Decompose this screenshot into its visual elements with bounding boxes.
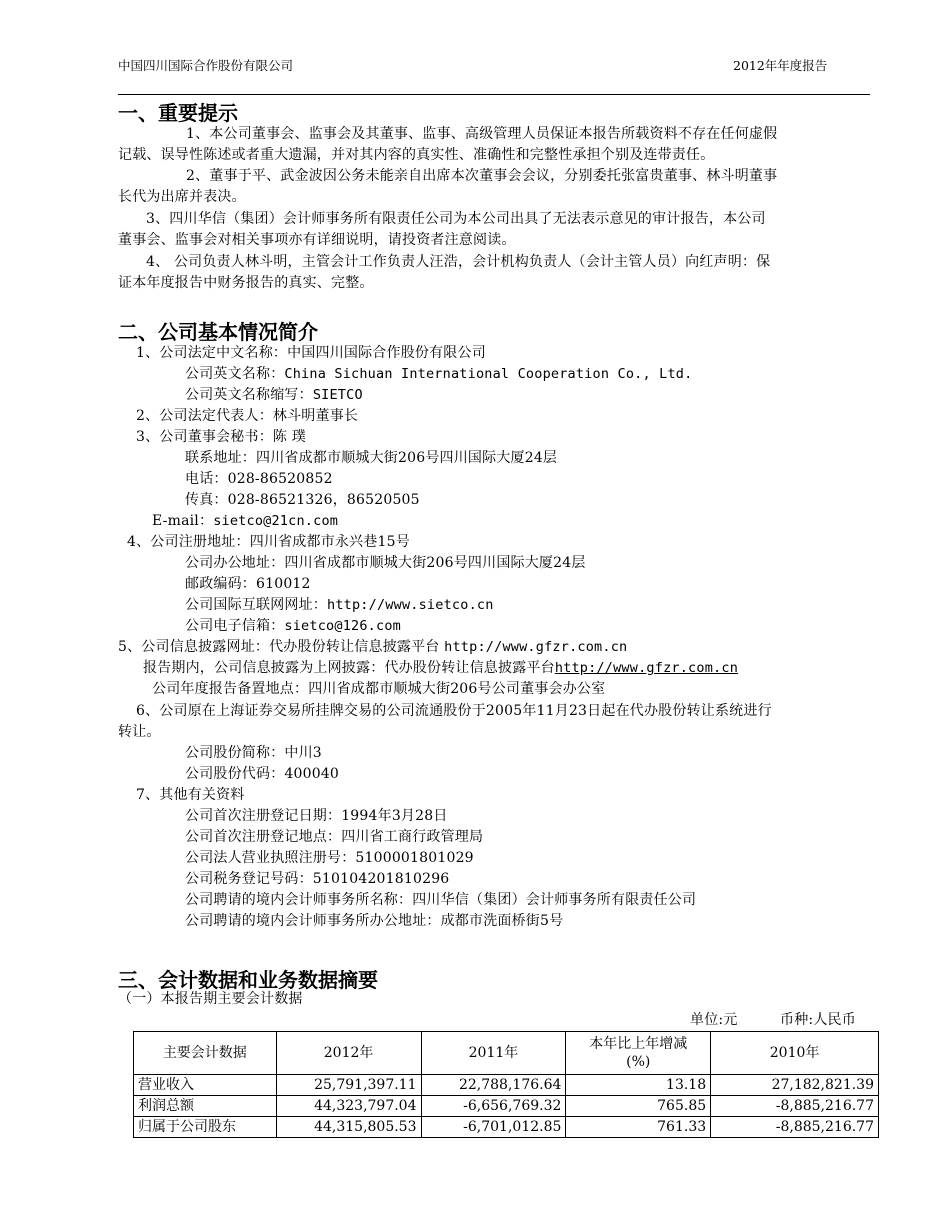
company-email-line [185, 616, 401, 637]
office-address: 公司办公地址：四川省成都市顺城大街206号四川国际大厦24层 [185, 555, 586, 571]
english-name-label: 公司英文名称： [185, 366, 285, 382]
table-header [566, 1032, 711, 1075]
table-header: 主要会计数据 [134, 1032, 277, 1075]
disclosure-period-line [143, 658, 738, 679]
section-3-title: 三、会计数据和业务数据摘要 [118, 968, 378, 992]
table-cell: 765.85 [566, 1096, 711, 1117]
website-link[interactable]: http://www.sietco.cn [327, 597, 494, 613]
notice-3-line-1: 3、四川华信（集团）会计师事务所有限责任公司为本公司出具了无法表示意见的审计报告，本公司 [146, 211, 766, 227]
first-registration-place: 公司首次注册登记地点：四川省工商行政管理局 [185, 829, 484, 845]
notice-4-line-1: 4、 公司负责人林斗明，主管会计工作负责人汪浩，会计机构负责人（会计主管人员）向红声明：保 [146, 254, 771, 270]
table-cell: 利润总额 [134, 1096, 277, 1117]
unit-label: 单位:元 [690, 1012, 738, 1028]
table-header-line: (%) [626, 1054, 651, 1070]
disclosure-site-label: 5、公司信息披露网址：代办股份转让信息披露平台 [118, 639, 445, 655]
disclosure-site-link[interactable]: http://www.gfzr.com.cn [444, 639, 628, 655]
english-name-value: China Sichuan International Cooperation Co., Ltd. [284, 366, 693, 382]
table-cell: 营业收入 [134, 1075, 277, 1096]
table-row [134, 1096, 879, 1117]
table-header-line: 本年比上年增减 [589, 1036, 688, 1052]
english-name [185, 364, 692, 385]
header-report-title: 2012年年度报告 [733, 58, 828, 73]
accounting-data-table [133, 1031, 879, 1138]
table-cell: 27,182,821.39 [711, 1075, 879, 1096]
accounting-firm-name: 公司聘请的境内会计师事务所名称：四川华信（集团）会计师事务所有限责任公司 [185, 892, 697, 908]
company-email-label: 公司电子信箱： [185, 618, 285, 634]
legal-chinese-name: 1、公司法定中文名称：中国四川国际合作股份有限公司 [136, 345, 486, 361]
website-line [185, 595, 494, 616]
first-registration-date: 公司首次注册登记日期：1994年3月28日 [185, 808, 448, 824]
email-line [152, 511, 338, 532]
company-email-value[interactable]: sietco@126.com [284, 618, 401, 634]
table-cell: 归属于公司股东 [134, 1117, 277, 1138]
table-cell: -8,885,216.77 [711, 1096, 879, 1117]
business-license-number: 公司法人营业执照注册号：5100001801029 [185, 850, 474, 866]
currency-label: 币种:人民币 [780, 1012, 856, 1028]
table-header: 2010年 [711, 1032, 879, 1075]
phone: 电话：028-86520852 [185, 471, 333, 487]
notice-2-line-1: 2、董事于平、武金波因公务未能亲自出席本次董事会会议，分别委托张富贵董事、林斗明董事 [186, 168, 778, 184]
table-cell: -6,656,769.32 [421, 1096, 566, 1117]
table-cell: 25,791,397.11 [276, 1075, 421, 1096]
other-info-heading: 7、其他有关资料 [136, 787, 245, 803]
notice-1-line-2: 记载、误导性陈述或者重大遗漏，并对其内容的真实性、准确性和完整性承担个别及连带责任。 [118, 147, 715, 163]
legal-representative: 2、公司法定代表人：林斗明董事长 [136, 408, 359, 424]
table-cell: 761.33 [566, 1117, 711, 1138]
notice-4-line-2: 证本年度报告中财务报告的真实、完整。 [118, 275, 374, 291]
website-label: 公司国际互联网网址： [185, 597, 327, 613]
table-cell: -8,885,216.77 [711, 1117, 879, 1138]
stock-code: 公司股份代码：400040 [185, 766, 340, 782]
contact-address: 联系地址：四川省成都市顺城大街206号四川国际大厦24层 [185, 450, 558, 466]
share-transfer-line-2: 转让。 [118, 724, 161, 740]
english-abbr-label: 公司英文名称缩写： [185, 387, 313, 403]
share-transfer-line-1: 6、公司原在上海证券交易所挂牌交易的公司流通股份于2005年11月23日起在代办股份转让系统进行 [136, 703, 772, 719]
accounting-firm-address: 公司聘请的境内会计师事务所办公地址：成都市洗面桥街5号 [185, 913, 564, 929]
header-divider [118, 94, 870, 95]
tax-registration-number: 公司税务登记号码：510104201810296 [185, 871, 450, 887]
table-cell: 44,315,805.53 [276, 1117, 421, 1138]
table-cell: 44,323,797.04 [276, 1096, 421, 1117]
stock-abbreviation: 公司股份简称：中川3 [185, 745, 322, 761]
email-value[interactable]: sietco@21cn.com [213, 513, 339, 529]
postal-code: 邮政编码：610012 [185, 576, 311, 592]
email-label: E-mail： [152, 513, 214, 529]
notice-2-line-2: 长代为出席并表决。 [118, 189, 246, 205]
table-row [134, 1075, 879, 1096]
header-company-name: 中国四川国际合作股份有限公司 [118, 58, 294, 73]
section-1-title: 一、重要提示 [118, 101, 238, 125]
disclosure-site-line [118, 637, 627, 658]
table-row [134, 1117, 879, 1138]
table-header-row [134, 1032, 879, 1075]
disclosure-period-link[interactable]: http://www.gfzr.com.cn [554, 660, 739, 676]
english-abbr [185, 385, 363, 406]
table-cell: 13.18 [566, 1075, 711, 1096]
table-header: 2012年 [276, 1032, 421, 1075]
english-abbr-value: SIETCO [312, 387, 363, 403]
registered-address: 4、公司注册地址：四川省成都市永兴巷15号 [127, 534, 410, 550]
board-secretary: 3、公司董事会秘书：陈 璞 [136, 429, 306, 445]
notice-1-line-1: 1、本公司董事会、监事会及其董事、监事、高级管理人员保证本报告所载资料不存在任何虚假 [186, 126, 778, 142]
notice-3-line-2: 董事会、监事会对相关事项亦有详细说明，请投资者注意阅读。 [118, 232, 516, 248]
section-2-title: 二、公司基本情况简介 [118, 320, 318, 344]
disclosure-period-label: 报告期内，公司信息披露为上网披露：代办股份转让信息披露平台 [143, 660, 555, 676]
section-3-subtitle: （一）本报告期主要会计数据 [118, 991, 303, 1007]
table-cell: 22,788,176.64 [421, 1075, 566, 1096]
report-location: 公司年度报告备置地点：四川省成都市顺城大街206号公司董事会办公室 [152, 681, 606, 697]
table-cell: -6,701,012.85 [421, 1117, 566, 1138]
fax: 传真：028-86521326，86520505 [185, 492, 420, 508]
table-header: 2011年 [421, 1032, 566, 1075]
